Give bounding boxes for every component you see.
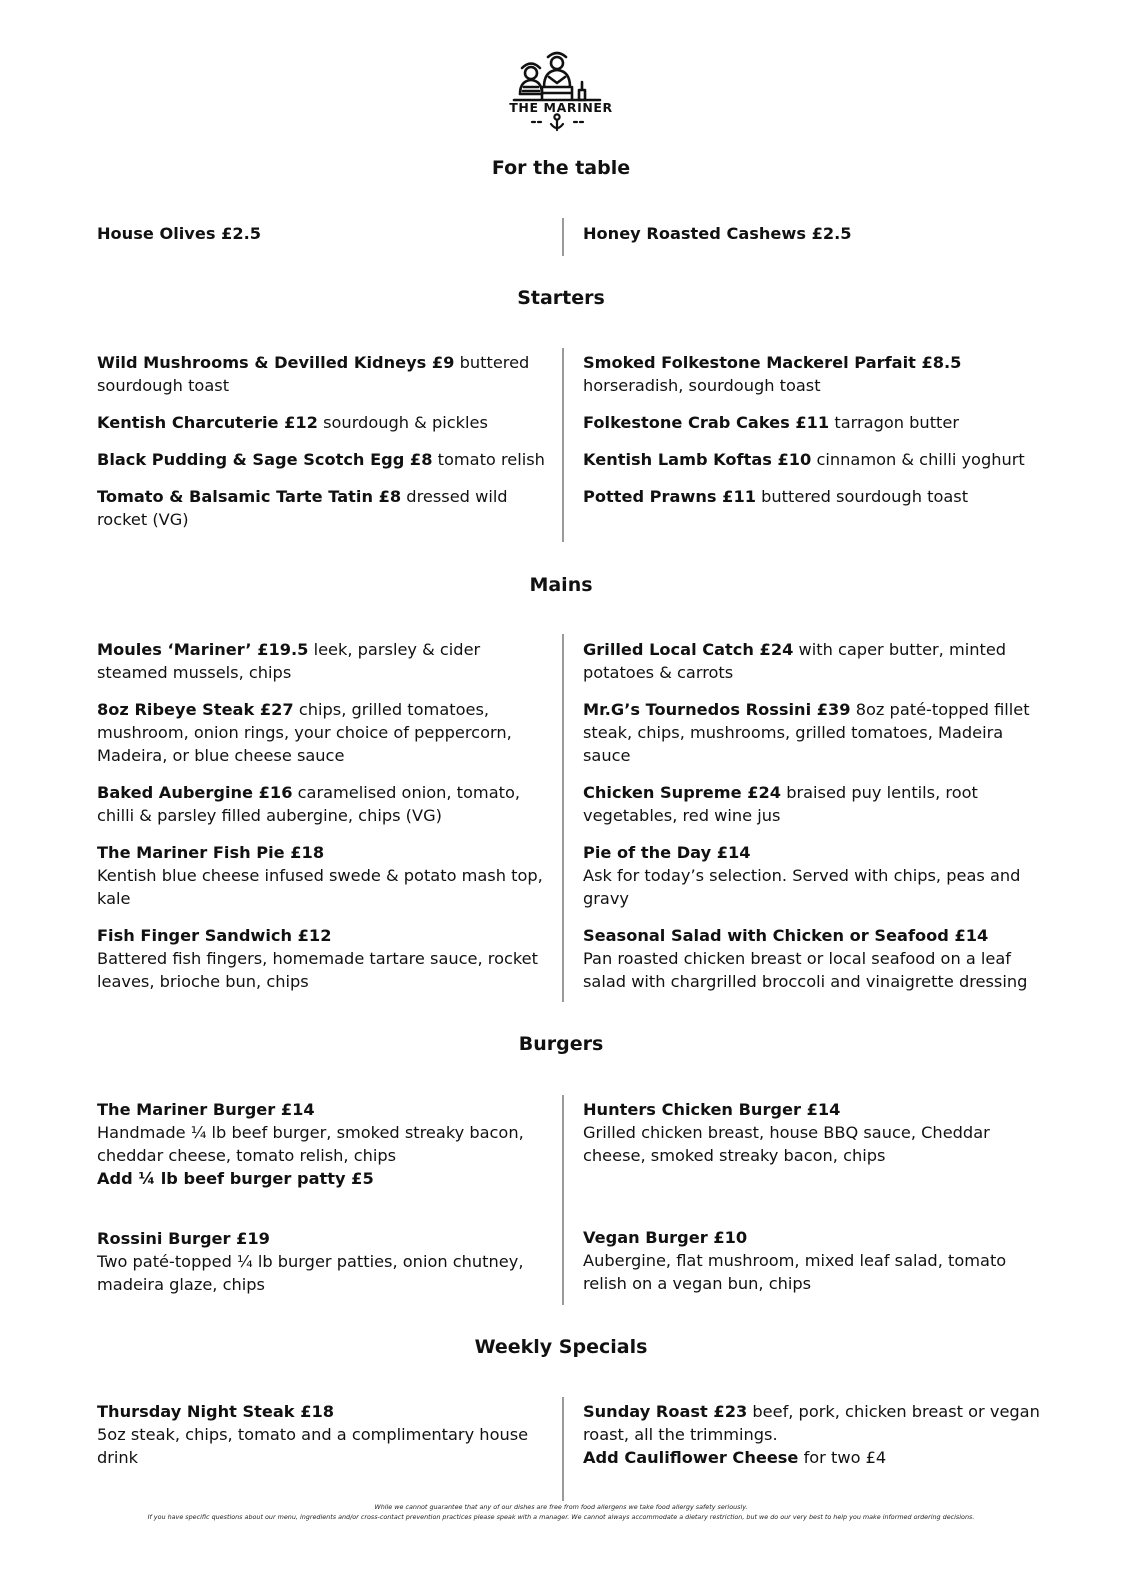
menu-item — [97, 222, 547, 245]
section-heading-starters: Starters — [517, 287, 605, 309]
disclaimer-line-2: If you have specific questions about our menu, ingredients and/or cross-contact prevention practices please speak with a manager. We cannot always accommodate a dietary restriction, but we do our very best to help you make informed ordering decisions. — [147, 1513, 975, 1521]
mains-right-column — [583, 638, 1043, 1007]
item-name: Baked Aubergine £16 — [97, 783, 293, 802]
menu-item — [97, 448, 547, 471]
item-addon: Add ¼ lb beef burger patty £5 — [97, 1169, 374, 1188]
table-right-column — [583, 222, 1043, 259]
menu-item — [97, 1227, 547, 1296]
item-name: Potted Prawns £11 — [583, 487, 756, 506]
item-name: Fish Finger Sandwich £12 — [97, 926, 332, 945]
menu-item — [97, 924, 547, 993]
item-name: Moules ‘Mariner’ £19.5 — [97, 640, 309, 659]
allergen-disclaimer — [0, 1502, 1122, 1522]
item-name: Tomato & Balsamic Tarte Tatin £8 — [97, 487, 402, 506]
starters-right-column — [583, 351, 1043, 522]
item-description: Handmade ¼ lb beef burger, smoked streaky bacon, cheddar cheese, tomato relish, chips — [97, 1123, 524, 1165]
item-name: Pie of the Day £14 — [583, 843, 751, 862]
item-name: Sunday Roast £23 — [583, 1402, 748, 1421]
item-description: cinnamon & chilli yoghurt — [816, 450, 1025, 469]
item-description: Grilled chicken breast, house BBQ sauce, Cheddar cheese, smoked streaky bacon, chips — [583, 1123, 990, 1165]
menu-item — [583, 222, 1043, 245]
item-description: horseradish, sourdough toast — [583, 376, 821, 395]
item-description: Kentish blue cheese infused swede & potato mash top, kale — [97, 866, 543, 908]
item-name: Mr.G’s Tournedos Rossini £39 — [583, 700, 851, 719]
addon-detail: for two £4 — [803, 1448, 887, 1467]
menu-item — [97, 411, 547, 434]
menu-item — [97, 638, 547, 684]
menu-item — [97, 1098, 547, 1190]
burgers-left-column — [97, 1098, 547, 1310]
table-left-column — [97, 222, 547, 259]
item-name: Vegan Burger £10 — [583, 1228, 748, 1247]
item-name: Wild Mushrooms & Devilled Kidneys £9 — [97, 353, 455, 372]
item-description: braised puy lentils, root vegetables, red wine jus — [583, 783, 978, 825]
brand-name: THE MARINER — [509, 100, 613, 115]
menu-item — [583, 638, 1043, 684]
item-name: Hunters Chicken Burger £14 — [583, 1100, 841, 1119]
item-name: Grilled Local Catch £24 — [583, 640, 794, 659]
menu-item — [97, 841, 547, 910]
menu-item — [583, 351, 1043, 397]
item-description: beef, pork, chicken breast or vegan roast, all the trimmings. — [583, 1402, 1040, 1444]
menu-item — [583, 841, 1043, 910]
item-description: Pan roasted chicken breast or local seafood on a leaf salad with chargrilled broccoli and vinaigrette dressing — [583, 949, 1028, 991]
item-description: Aubergine, flat mushroom, mixed leaf salad, tomato relish on a vegan bun, chips — [583, 1251, 1007, 1293]
menu-item — [583, 781, 1043, 827]
column-divider — [562, 1397, 564, 1501]
starters-left-column — [97, 351, 547, 545]
item-name: Seasonal Salad with Chicken or Seafood £14 — [583, 926, 989, 945]
item-description: 5oz steak, chips, tomato and a complimentary house drink — [97, 1425, 529, 1467]
item-description: Battered fish fingers, homemade tartare sauce, rocket leaves, brioche bun, chips — [97, 949, 538, 991]
burgers-right-column — [583, 1098, 1043, 1309]
section-heading-burgers: Burgers — [518, 1033, 604, 1055]
menu-item — [97, 351, 547, 397]
menu-item — [583, 1098, 1043, 1212]
item-description: 8oz paté-topped fillet steak, chips, mushrooms, grilled tomatoes, Madeira sauce — [583, 700, 1030, 765]
addon-name: Add Cauliflower Cheese — [583, 1448, 799, 1467]
item-name: Smoked Folkestone Mackerel Parfait £8.5 — [583, 353, 962, 372]
item-description: buttered sourdough toast — [761, 487, 969, 506]
menu-item — [97, 781, 547, 827]
item-description: dressed wild rocket (VG) — [97, 487, 508, 529]
item-description: tarragon butter — [834, 413, 959, 432]
menu-item — [97, 485, 547, 531]
item-name: 8oz Ribeye Steak £27 — [97, 700, 294, 719]
item-description: Ask for today’s selection. Served with chips, peas and gravy — [583, 866, 1021, 908]
item-name: The Mariner Fish Pie £18 — [97, 843, 325, 862]
item-name: Kentish Charcuterie £12 — [97, 413, 318, 432]
item-description: chips, grilled tomatoes, mushroom, onion rings, your choice of peppercorn, Madeira, or blue cheese sauce — [97, 700, 512, 765]
item-name: Honey Roasted Cashews £2.5 — [583, 224, 852, 243]
item-name: Thursday Night Steak £18 — [97, 1402, 334, 1421]
item-name: House Olives £2.5 — [97, 224, 262, 243]
specials-right-column — [583, 1400, 1043, 1483]
item-description: leek, parsley & cider steamed mussels, chips — [97, 640, 481, 682]
menu-item — [583, 1226, 1043, 1295]
item-description: buttered sourdough toast — [97, 353, 530, 395]
item-description: with caper butter, minted potatoes & carrots — [583, 640, 1007, 682]
column-divider — [562, 634, 564, 1002]
mains-left-column — [97, 638, 547, 1007]
item-name: Chicken Supreme £24 — [583, 783, 782, 802]
menu-item — [583, 485, 1043, 508]
item-description: caramelised onion, tomato, chilli & parsley filled aubergine, chips (VG) — [97, 783, 521, 825]
specials-left-column — [97, 1400, 547, 1483]
item-addon — [583, 1446, 1043, 1469]
menu-item — [97, 698, 547, 767]
menu-item — [583, 411, 1043, 434]
section-heading-mains: Mains — [529, 574, 593, 596]
item-description: tomato relish — [437, 450, 545, 469]
item-name: Kentish Lamb Koftas £10 — [583, 450, 812, 469]
item-name: The Mariner Burger £14 — [97, 1100, 315, 1119]
section-heading-specials: Weekly Specials — [474, 1336, 648, 1358]
menu-item — [583, 1400, 1043, 1469]
menu-item — [583, 448, 1043, 471]
column-divider — [562, 348, 564, 542]
column-divider — [562, 1095, 564, 1305]
item-description: Two paté-topped ¼ lb burger patties, onion chutney, madeira glaze, chips — [97, 1252, 524, 1294]
disclaimer-line-1: While we cannot guarantee that any of our dishes are free from food allergens we take food allergy safety seriously. — [374, 1503, 748, 1511]
menu-item — [583, 924, 1043, 993]
two-sailors-anchor-logo-icon — [498, 42, 624, 138]
mariner-logo — [498, 42, 624, 138]
menu-item — [583, 698, 1043, 767]
item-name: Rossini Burger £19 — [97, 1229, 270, 1248]
item-description: sourdough & pickles — [323, 413, 488, 432]
item-name: Black Pudding & Sage Scotch Egg £8 — [97, 450, 433, 469]
item-name: Folkestone Crab Cakes £11 — [583, 413, 830, 432]
section-heading-table: For the table — [491, 157, 631, 179]
column-divider — [562, 218, 564, 256]
menu-item — [97, 1400, 547, 1469]
